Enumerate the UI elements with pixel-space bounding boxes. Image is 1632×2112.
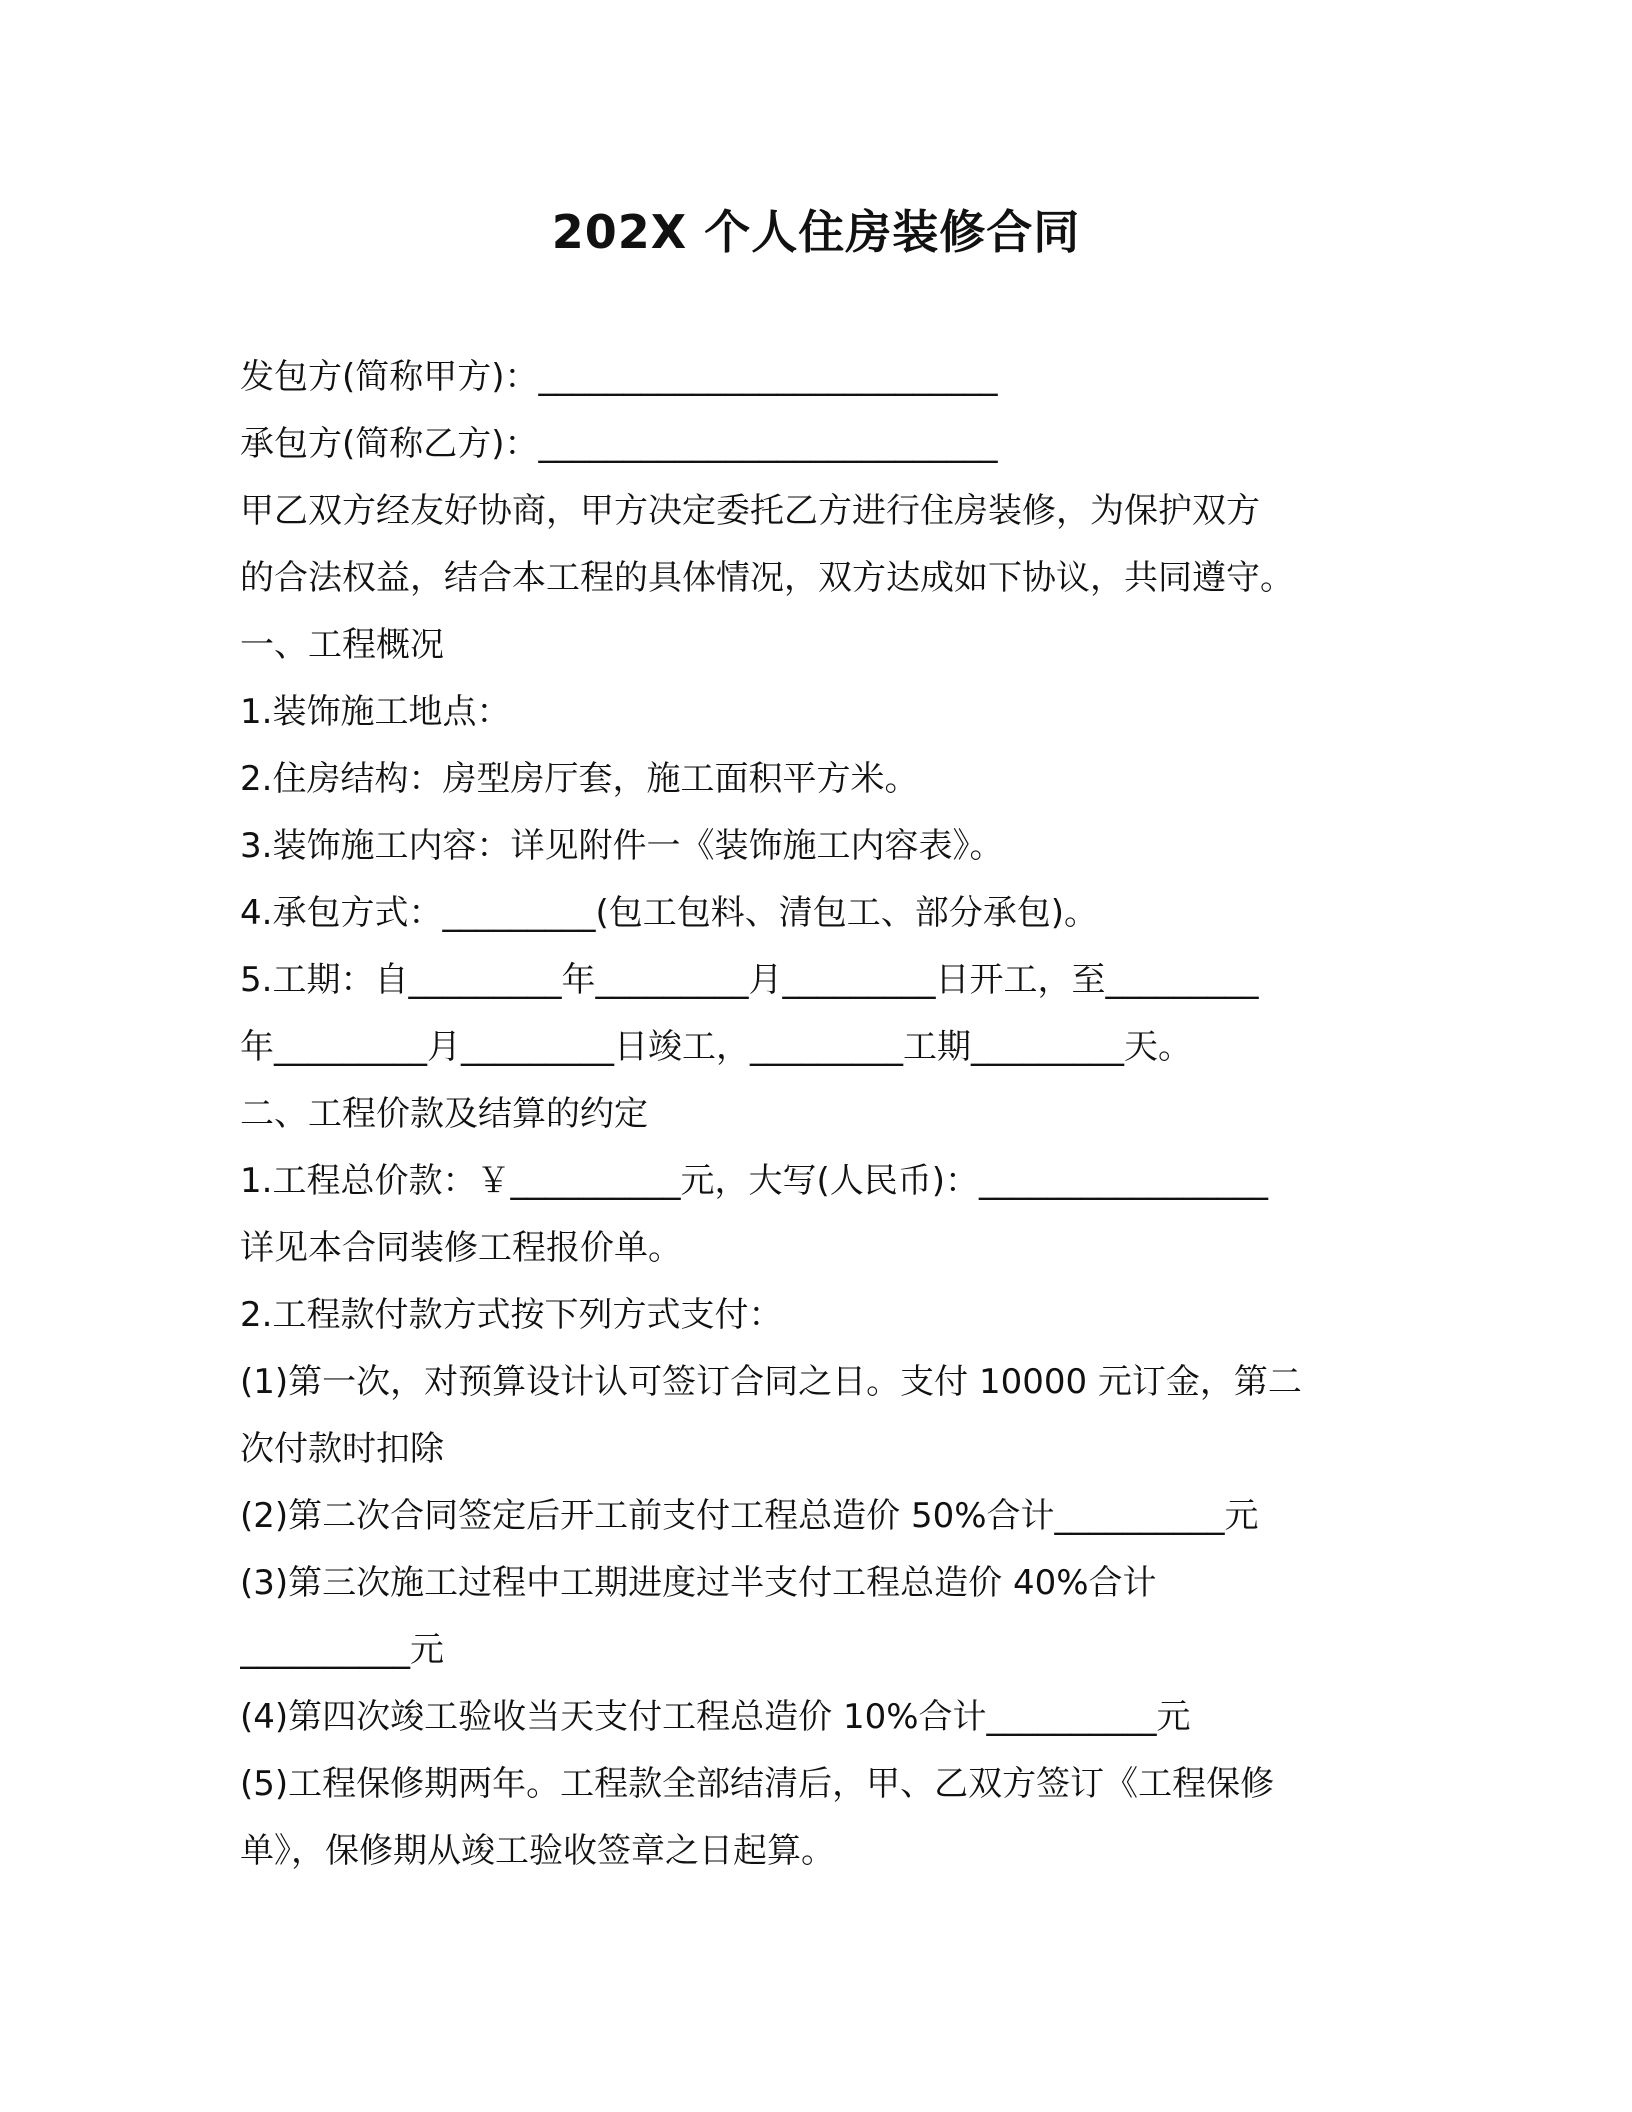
clause-line: 年_________月_________日竣工，_________工期_________天。 xyxy=(240,1027,1192,1067)
payment-line: __________元 xyxy=(240,1630,444,1670)
clause-line: 2.住房结构：房型房厅套，施工面积平方米。 xyxy=(240,759,919,799)
party-b-line: 承包方(简称乙方)：___________________________ xyxy=(240,424,998,464)
payment-line: (5)工程保修期两年。工程款全部结清后，甲、乙双方签订《工程保修 xyxy=(240,1764,1275,1804)
payment-line: (3)第三次施工过程中工期进度过半支付工程总造价 40%合计 xyxy=(240,1563,1157,1603)
clause-line: 2.工程款付款方式按下列方式支付： xyxy=(240,1295,783,1335)
section-heading: 二、工程价款及结算的约定 xyxy=(240,1094,648,1134)
clause-line: 4.承包方式：_________(包工包料、清包工、部分承包)。 xyxy=(240,893,1098,933)
payment-line: (4)第四次竣工验收当天支付工程总造价 10%合计__________元 xyxy=(240,1697,1191,1737)
contract-body xyxy=(240,344,1400,1885)
clause-line: 3.装饰施工内容：详见附件一《装饰施工内容表》。 xyxy=(240,826,1004,866)
intro-paragraph-line: 的合法权益，结合本工程的具体情况，双方达成如下协议，共同遵守。 xyxy=(240,558,1294,598)
document-title: 202X 个人住房装修合同 xyxy=(551,205,1081,259)
intro-paragraph-line: 甲乙双方经友好协商，甲方决定委托乙方进行住房装修，为保护双方 xyxy=(240,491,1260,531)
payment-line: (1)第一次，对预算设计认可签订合同之日。支付 10000 元订金，第二 xyxy=(240,1362,1302,1402)
clause-line: 1.装饰施工地点： xyxy=(240,692,511,732)
payment-line: 单》，保修期从竣工验收签章之日起算。 xyxy=(240,1831,835,1871)
clause-line: 1.工程总价款：￥__________元，大写(人民币)：_________________ xyxy=(240,1161,1268,1201)
clause-line: 5.工期：自_________年_________月_________日开工，至_________ xyxy=(240,960,1259,1000)
section-heading: 一、工程概况 xyxy=(240,625,444,665)
payment-line: (2)第二次合同签定后开工前支付工程总造价 50%合计__________元 xyxy=(240,1496,1259,1536)
party-a-line: 发包方(简称甲方)：___________________________ xyxy=(240,357,998,397)
payment-line: 次付款时扣除 xyxy=(240,1429,444,1469)
clause-line: 详见本合同装修工程报价单。 xyxy=(240,1228,682,1268)
